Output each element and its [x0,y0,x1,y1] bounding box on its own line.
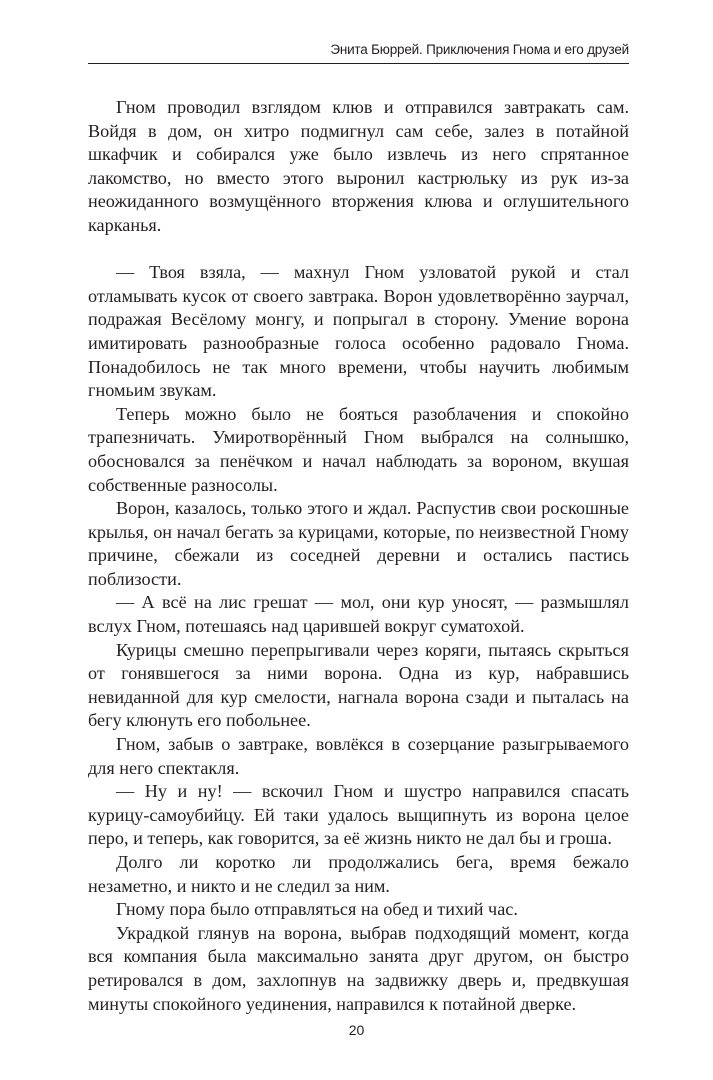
page-number: 20 [348,1022,365,1038]
header-rule [88,63,629,64]
paragraph: — Твоя взяла, — махнул Гном узловатой рукой и стал отламывать кусок от своего завтрака. Ворон удовлетворённо заурчал, подражая Весёлому монгу, и попрыгал в сторону. Умение ворона имитировать разнообразные голоса особенно радовало Гнома. Понадобилось не так много времени, чтобы научить любимым гномьим звукам. [88,262,629,401]
paragraph: Теперь можно было не бояться разоблачения и спокойно трапезничать. Умиротворённый Гном выбрался на солнышко, обосновался за пенёчком и начал наблюдать за вороном, вкушая собственные разносолы. [88,403,629,495]
paragraph: Курицы смешно перепрыгивали через коряги, пытаясь скрыться от гонявшегося за ними ворона. Одна из кур, набравшись невиданной для кур смелости, нагнала ворона сзади и пыталась на бегу клюнуть его побольнее. [88,639,629,731]
paragraph: — А всё на лис грешат — мол, они кур уносят, — размышлял вслух Гном, потешаясь над царившей вокруг суматохой. [88,592,629,637]
running-head: Энита Бюррей. Приключения Гнома и его друзей [330,42,629,57]
paragraph: Гном проводил взглядом клюв и отправился завтракать сам. Войдя в дом, он хитро подмигнул сам себе, залез в потайной шкафчик и собирался уже было извлечь из него спрятанное лакомство, но вместо этого выронил кастрюльку из рук из-за неожиданного возмущённого вторжения клюва и оглушительного карканья. [88,97,629,235]
paragraph: Украдкой глянув на ворона, выбрав подходящий момент, когда вся компания была максимально занята друг другом, он быстро ретировался в дом, захлопнув на задвижку дверь и, предвкушая минуты спокойного уединения, направился к потайной дверке. [88,922,629,1014]
paragraph: Гному пора было отправляться на обед и тихий час. [116,899,518,920]
paragraph: Гном, забыв о завтраке, вовлёкся в созерцание разыгрываемого для него спектакля. [88,734,629,778]
paragraph: Долго ли коротко ли продолжались бега, время бежало незаметно, и никто и не следил за ним. [88,852,629,896]
paragraph: — Ну и ну! — вскочил Гном и шустро направился спасать курицу-самоубийцу. Ей таки удалось выщипнуть из ворона целое перо, и теперь, как говорится, за её жизнь никто не дал бы и гроша. [88,781,629,849]
body-text [88,96,629,1016]
paragraph: Ворон, казалось, только этого и ждал. Распустив свои роскошные крылья, он начал бегать за курицами, которые, по неизвестной Гному причине, сбежали из соседней деревни и остались пастись поблизости. [88,498,629,589]
